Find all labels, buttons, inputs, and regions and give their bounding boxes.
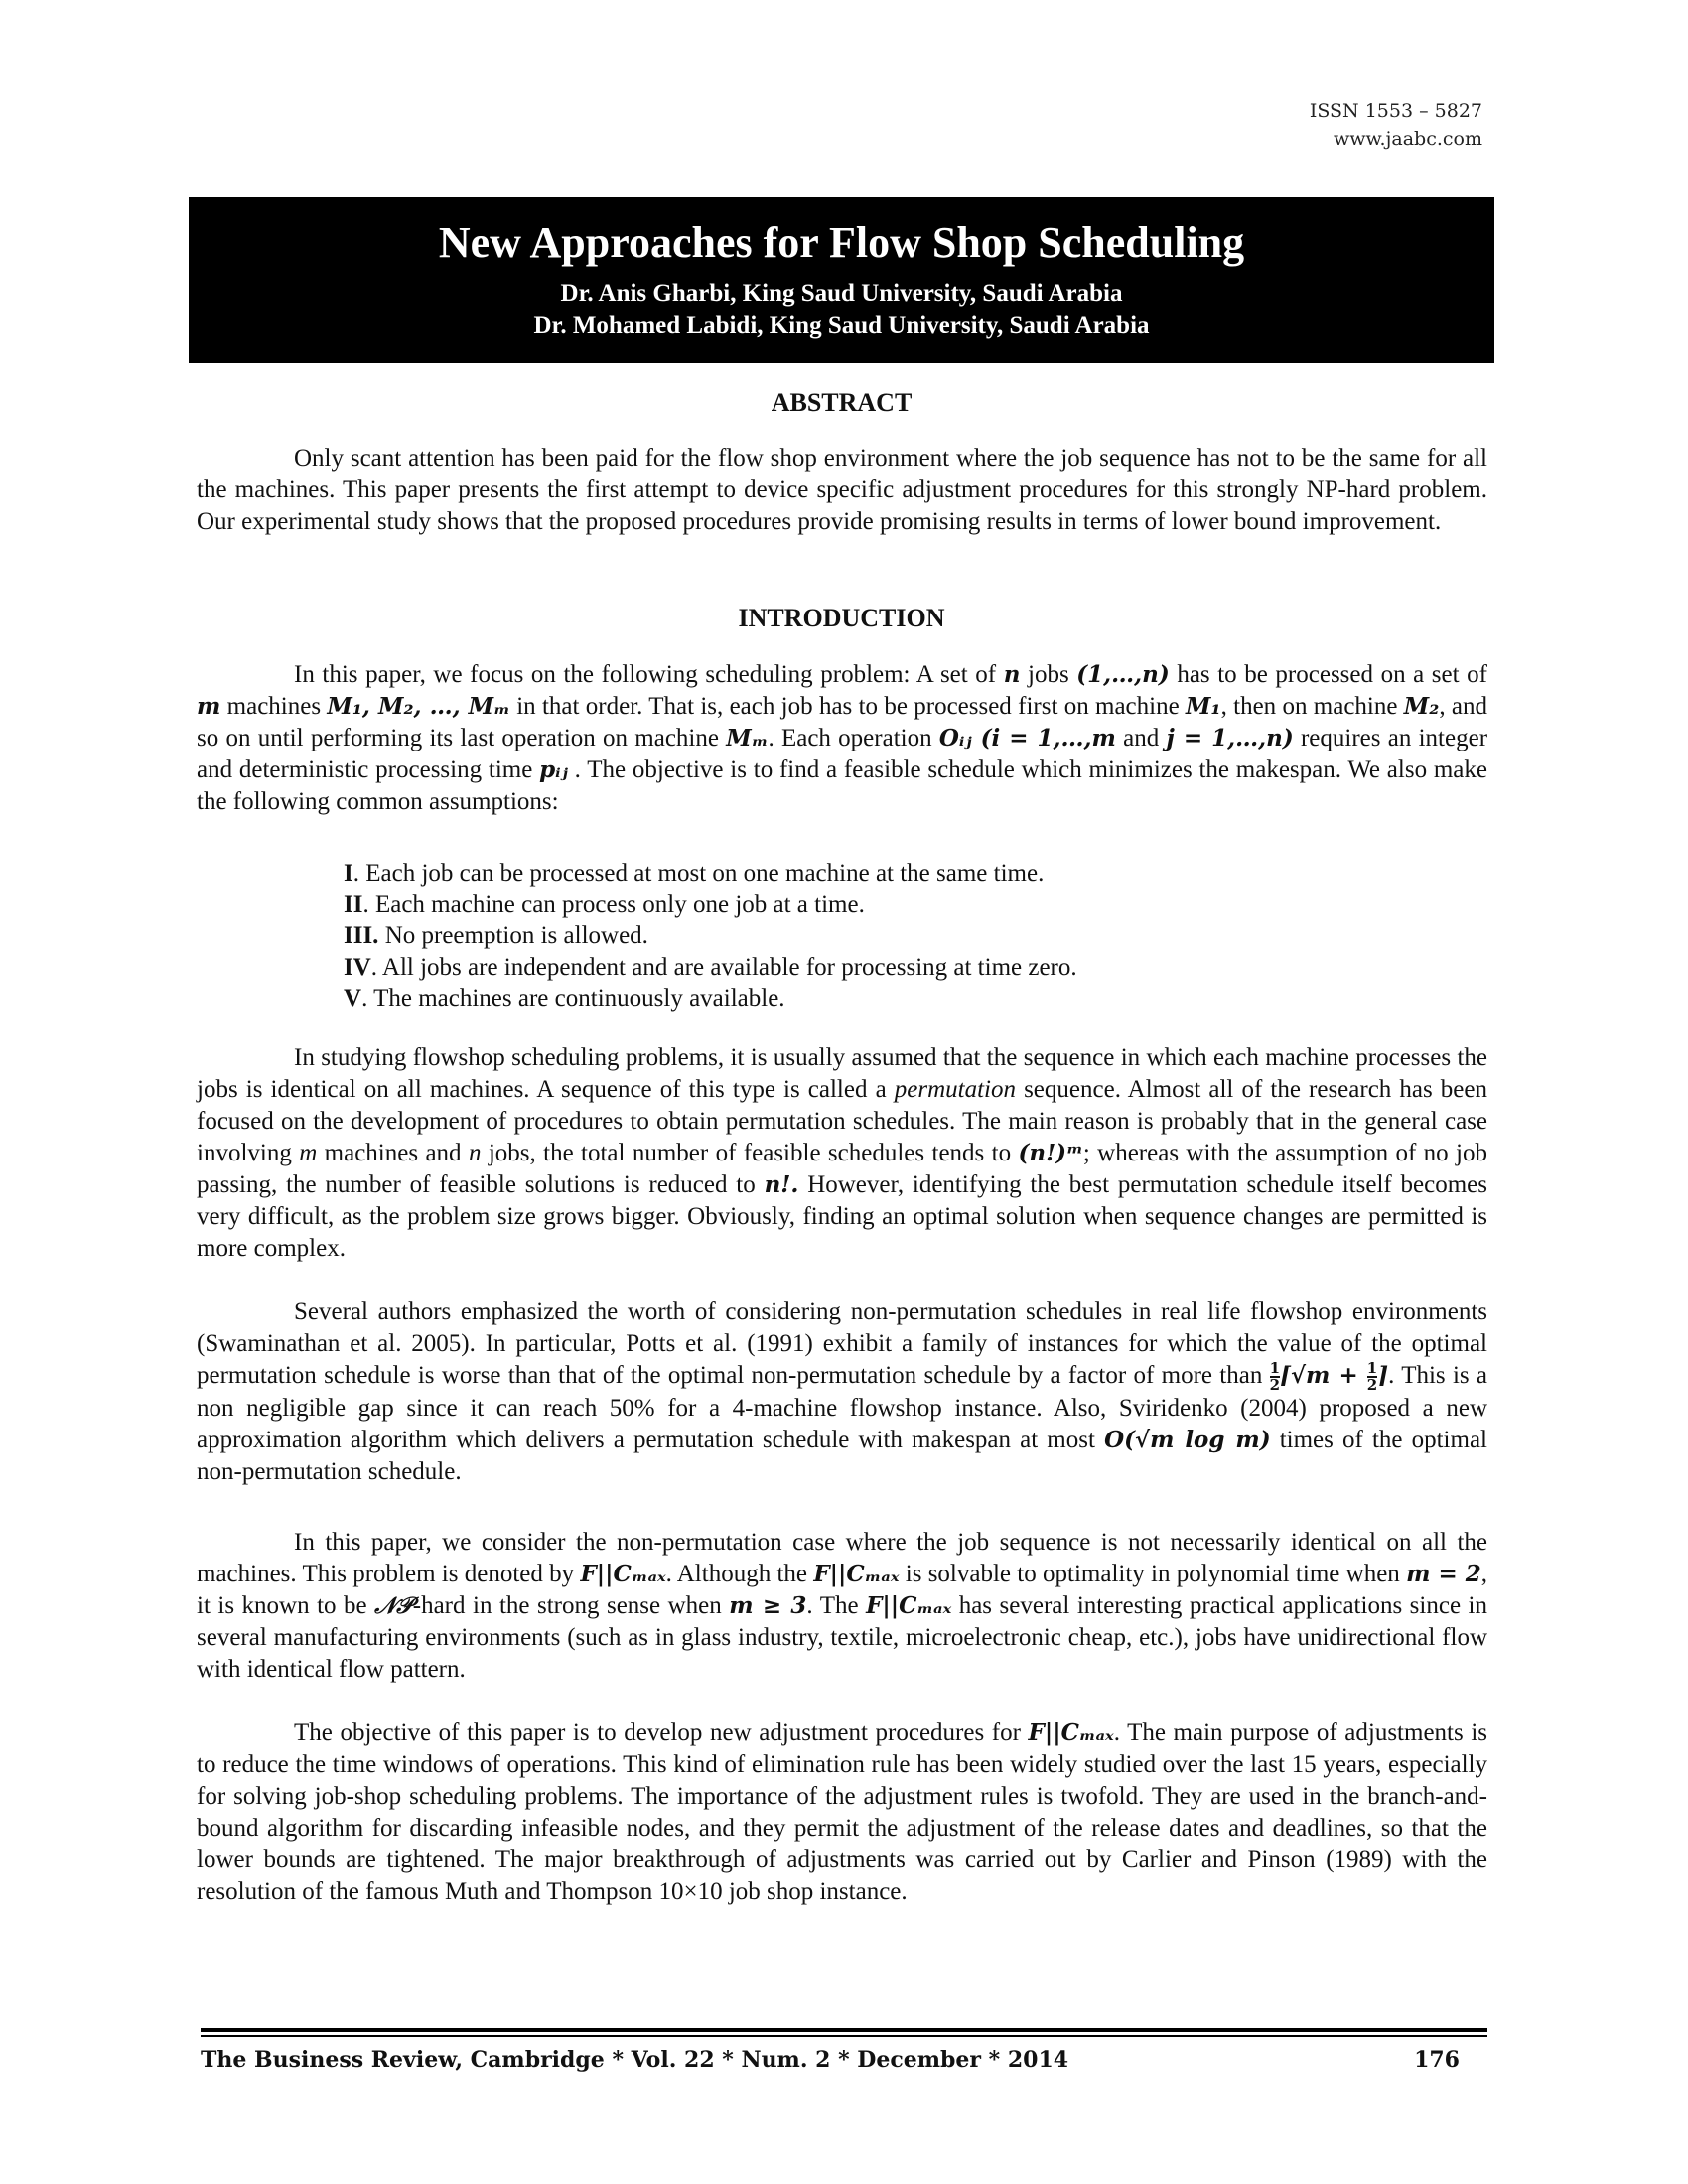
fraction-half: $\frac{1}{2}$ <box>1269 1359 1281 1395</box>
fraction-half: $\frac{1}{2}$ <box>1366 1359 1378 1395</box>
page-footer <box>201 2047 1460 2073</box>
abstract-heading: ABSTRACT <box>771 388 913 417</box>
page-number: 176 <box>1414 2047 1460 2073</box>
footer-rule-thin <box>201 2035 1487 2037</box>
assumption-item: I. Each job can be processed at most on one machine at the same time. <box>344 860 1045 887</box>
footer-rule-thick <box>201 2028 1487 2032</box>
intro-paragraph-4: In this paper, we consider the non-permutation case where the job sequence is not necessarily identical on all the machines. This problem is denoted by F||Cₘₐₓ. Although the F||Cₘₐₓ is solvable to optimality in polynomial time when m = 2, it is known to be 𝒩𝒫-hard in the strong sense when m ≥ 3. The F||Cₘₐₓ has several interesting practical applications since in several manufacturing environments (such as in glass industry, textile, microelectronic cheap, etc.), jobs have unidirectional flow with identical flow pattern. <box>197 1529 1488 1683</box>
assumption-item: IV. All jobs are independent and are available for processing at time zero. <box>344 953 1077 981</box>
intro-paragraph-3: Several authors emphasized the worth of considering non-permutation schedules in real life flowshop environments (Swaminathan et al. 2005). In particular, Potts et al. (1991) exhibit a family of instances for which the value of the optimal permutation schedule is worse than that of the optimal non-permutation schedule by a factor of more than $\frac{1}{2}$ ⌈√m + $\frac{1}{2}$ ⌉. This is a non negligible gap since it can reach 50% for a 4-machine flowshop instance. Also, Sviridenko (2004) proposed a new approximation algorithm which delivers a permutation schedule with makespan at most O(√m log m) times of the optimal non-permutation schedule. <box>197 1298 1488 1486</box>
intro-paragraph-2: In studying flowshop scheduling problems, it is usually assumed that the sequence in which each machine processes the jobs is identical on all machines. A sequence of this type is called a permutation sequence. Almost all of the research has been focused on the development of procedures to obtain permutation schedules. The main reason is probably that in the general case involving m machines and n jobs, the total number of feasible schedules tends to (n!)ᵐ; whereas with the assumption of no job passing, the number of feasible solutions is reduced to n!. However, identifying the best permutation schedule itself becomes very difficult, as the problem size grows bigger. Obviously, finding an optimal solution when sequence changes are permitted is more complex. <box>197 1044 1487 1262</box>
title-banner <box>189 197 1494 363</box>
introduction-heading: INTRODUCTION <box>738 604 945 632</box>
intro-paragraph-5: The objective of this paper is to develop new adjustment procedures for F||Cₘₐₓ. The main purpose of adjustments is to reduce the time windows of operations. This kind of elimination rule has been widely studied over the last 15 years, especially for solving job-shop scheduling problems. The importance of the adjustment rules is twofold. They are used in the branch-and-bound algorithm for discarding infeasible nodes, and they permit the adjustment of the release dates and deadlines, so that the lower bounds are tightened. The major breakthrough of adjustments was carried out by Carlier and Pinson (1989) with the resolution of the famous Muth and Thompson 10×10 job shop instance. <box>197 1719 1487 1905</box>
assumption-item: III. No preemption is allowed. <box>344 922 648 949</box>
journal-citation: The Business Review, Cambridge * Vol. 22 * Num. 2 * December * 2014 <box>201 2047 1069 2073</box>
assumptions-list <box>344 858 1077 1015</box>
intro-paragraph-1: In this paper, we focus on the following scheduling problem: A set of n jobs (1,…,n) has to be processed on a set of m machines M₁, M₂, …, Mₘ in that order. That is, each job has to be processed first on machine M₁, then on machine M₂, and so on until performing its last operation on machine Mₘ. Each operation Oᵢⱼ (i = 1,…,m and j = 1,…,n) requires an integer and deterministic processing time pᵢⱼ . The objective is to find a feasible schedule which minimizes the makespan. We also make the following common assumptions: <box>197 661 1488 815</box>
paper-title: New Approaches for Flow Shop Scheduling <box>438 218 1245 267</box>
author-1: Dr. Anis Gharbi, King Saud University, Saudi Arabia <box>560 280 1123 307</box>
assumption-item: II. Each machine can process only one job at a time. <box>344 890 865 918</box>
journal-website: www.jaabc.com <box>1333 128 1482 150</box>
assumption-item: V. The machines are continuously available. <box>344 985 785 1012</box>
issn-number: ISSN 1553 – 5827 <box>1309 100 1482 122</box>
abstract-text: Only scant attention has been paid for the flow shop environment where the job sequence has not to be the same for all the machines. This paper presents the first attempt to device specific adjustment procedures for this strongly NP-hard problem. Our experimental study shows that the proposed procedures provide promising results in terms of lower bound improvement. <box>197 445 1487 535</box>
author-2: Dr. Mohamed Labidi, King Saud University, Saudi Arabia <box>533 312 1150 339</box>
issn-block <box>1310 97 1482 153</box>
